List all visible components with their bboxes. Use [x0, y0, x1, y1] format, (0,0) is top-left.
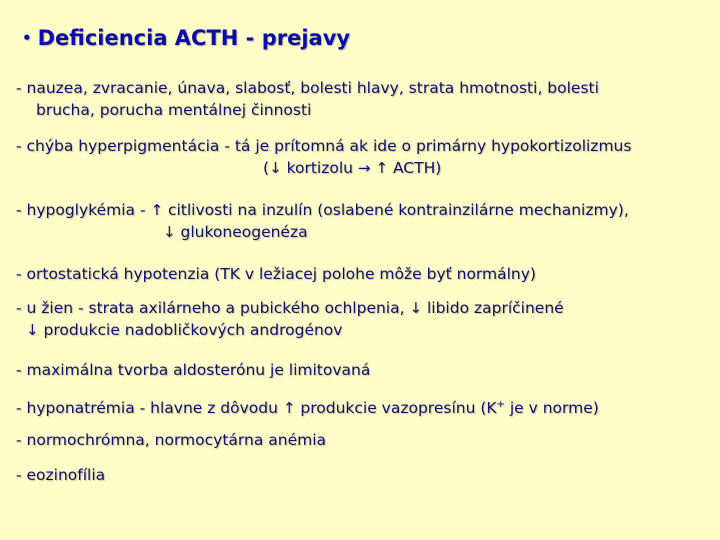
list-item: [16, 135, 631, 179]
list-item: [16, 297, 564, 341]
item-line: - hyponatrémia - hlavne z dôvodu ↑ produkcie vazopresínu (K+ je v norme): [16, 399, 599, 418]
slide-title: [22, 26, 350, 50]
list-item: [16, 464, 105, 486]
list-item: [16, 77, 599, 121]
item-line: ↓ glukoneogenéza: [163, 223, 308, 241]
item-line: ↓ produkcie nadobličkových androgénov: [26, 321, 343, 339]
up-arrow-icon: ↑: [150, 201, 164, 219]
up-arrow-icon: ↑: [282, 399, 296, 418]
list-item: [16, 359, 370, 381]
list-item: [16, 199, 629, 243]
item-line: - nauzea, zvracanie, únava, slabosť, bolesti hlavy, strata hmotnosti, bolesti: [16, 79, 599, 97]
item-line: (↓ kortizolu → ↑ ACTH): [263, 159, 442, 177]
superscript-plus: +: [496, 399, 505, 410]
list-item: [16, 429, 326, 451]
item-line: - u žien - strata axilárneho a pubického ochlpenia, ↓ libido zapríčinené: [16, 299, 564, 317]
title-text: Deficiencia ACTH - prejavy: [37, 26, 351, 50]
down-arrow-icon: ↓: [269, 159, 282, 177]
right-arrow-icon: →: [357, 159, 371, 177]
down-arrow-icon: ↓: [163, 223, 176, 241]
item-line: - chýba hyperpigmentácia - tá je prítomná ak ide o primárny hypokortizolizmus: [16, 137, 632, 155]
down-arrow-icon: ↓: [26, 321, 39, 339]
item-line: - normochrómna, normocytárna anémia: [16, 431, 327, 449]
item-line: - hypoglykémia - ↑ citlivosti na inzulín (oslabené kontrainzilárne mechanizmy),: [16, 201, 629, 219]
up-arrow-icon: ↑: [375, 159, 389, 177]
item-line: - eozinofília: [16, 466, 106, 484]
title-bullet: •: [22, 29, 32, 47]
list-item: [16, 394, 599, 419]
list-item: [16, 263, 536, 285]
item-line: - ortostatická hypotenzia (TK v ležiacej polohe môže byť normálny): [16, 265, 536, 283]
item-line: brucha, porucha mentálnej činnosti: [36, 101, 312, 119]
item-line: - maximálna tvorba aldosterónu je limitovaná: [16, 361, 371, 379]
down-arrow-icon: ↓: [409, 299, 423, 317]
